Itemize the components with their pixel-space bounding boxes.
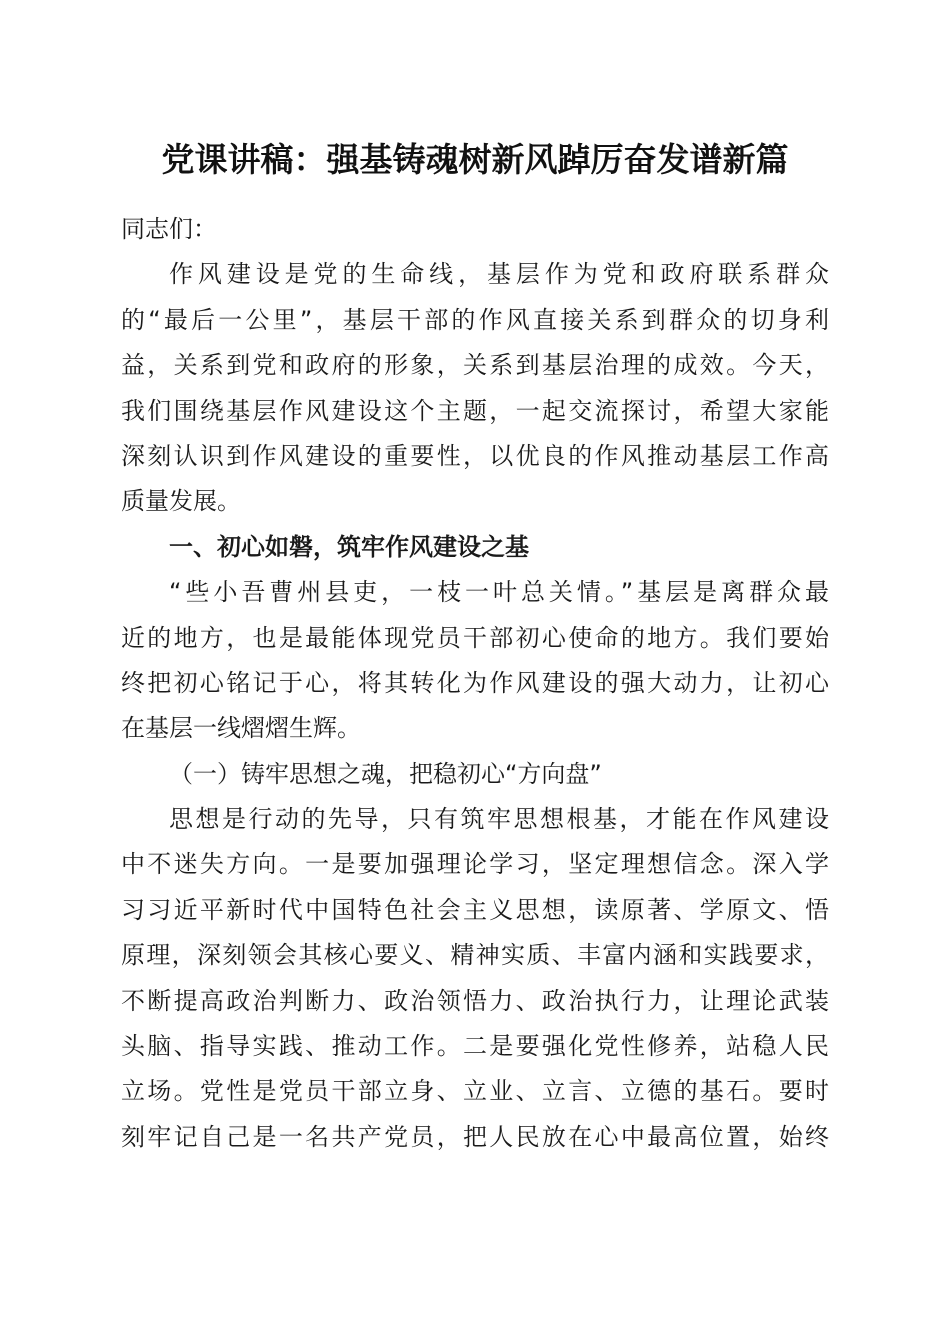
greeting: 同志们： [121, 215, 217, 243]
section-line: 在基层一线熠熠生辉。 [121, 714, 361, 743]
section-line: 终把初心铭记于心，将其转化为作风建设的强大动力，让初心 [121, 668, 829, 697]
subsection-line: 刻牢记自己是一名共产党员，把人民放在心中最高位置，始终 [121, 1122, 829, 1151]
intro-line: 深刻认识到作风建设的重要性，以优良的作风推动基层工作高 [121, 441, 829, 470]
intro-line: 的“最后一公里”，基层干部的作风直接关系到群众的切身利 [121, 305, 829, 334]
intro-line: 质量发展。 [121, 487, 241, 516]
subsection-line: 不断提高政治判断力、政治领悟力、政治执行力，让理论武装 [121, 986, 829, 1015]
subsection-line: 头脑、指导实践、推动工作。二是要强化党性修养，站稳人民 [121, 1032, 829, 1061]
intro-line: 作风建设是党的生命线，基层作为党和政府联系群众 [169, 260, 829, 289]
intro-line: 我们围绕基层作风建设这个主题，一起交流探讨，希望大家能 [121, 396, 829, 425]
subsection-line: 立场。党性是党员干部立身、立业、立言、立德的基石。要时 [121, 1077, 829, 1106]
section-heading: 一、初心如磐，筑牢作风建设之基 [169, 532, 529, 561]
document-title: 党课讲稿：强基铸魂树新风踔厉奋发谱新篇 [161, 140, 789, 179]
subsection-line: 原理，深刻领会其核心要义、精神实质、丰富内涵和实践要求， [121, 941, 829, 970]
intro-line: 益，关系到党和政府的形象，关系到基层治理的成效。今天， [121, 351, 829, 380]
section-line: 近的地方，也是最能体现党员干部初心使命的地方。我们要始 [121, 623, 829, 652]
document-body [121, 207, 829, 1160]
section-line: “些小吾曹州县吏，一枝一叶总关情。”基层是离群众最 [169, 578, 829, 607]
subsection-line: 习习近平新时代中国特色社会主义思想，读原著、学原文、悟 [121, 895, 829, 924]
subsection-heading: （一）铸牢思想之魂，把稳初心“方向盘” [169, 759, 602, 788]
subsection-line: 思想是行动的先导，只有筑牢思想根基，才能在作风建设 [169, 805, 829, 834]
subsection-line: 中不迷失方向。一是要加强理论学习，坚定理想信念。深入学 [121, 850, 829, 879]
